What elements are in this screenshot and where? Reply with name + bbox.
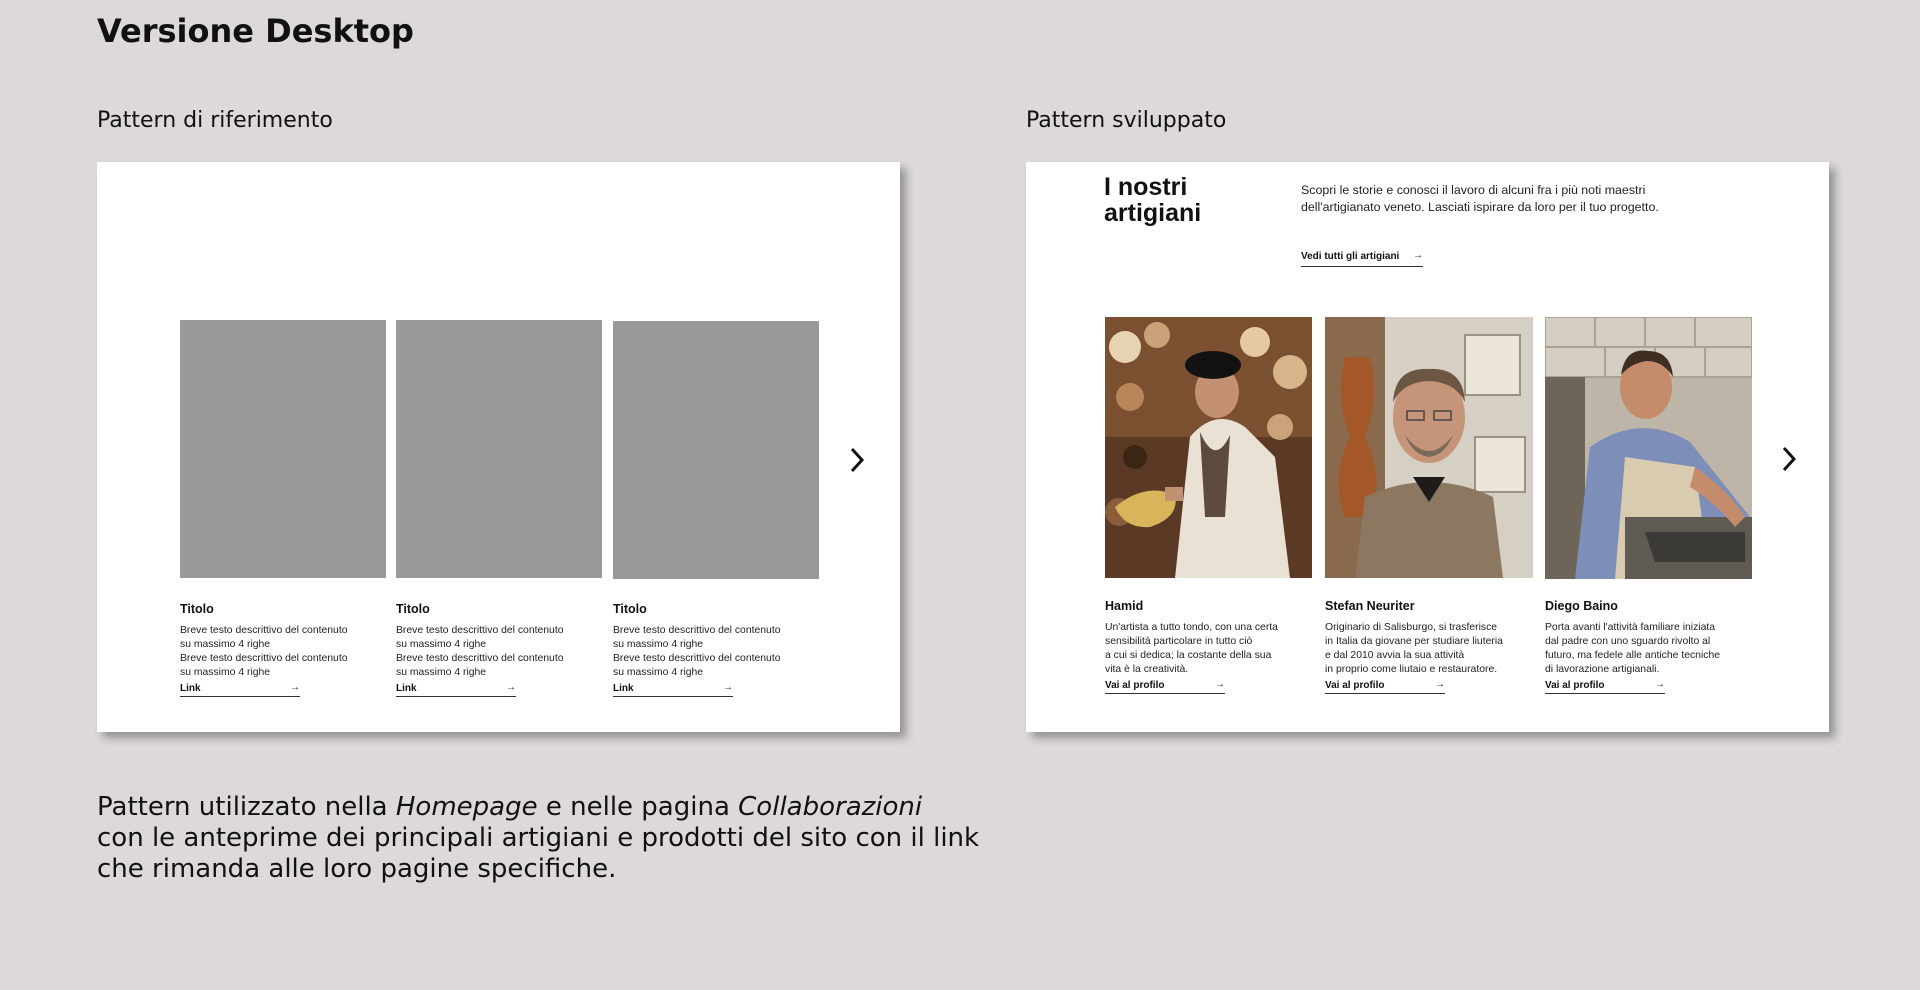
see-all-label: Vedi tutti gli artigiani [1301,251,1400,262]
profile-link-label: Vai al profilo [1105,680,1165,691]
card-text-line: e dal 2010 avvia la sua attività [1325,650,1465,661]
artisan-description [1105,621,1305,677]
caption-line: con le anteprime dei principali artigiani e prodotti del sito con il link [97,823,980,853]
arrow-right-icon: → [1655,679,1665,690]
artisan-description [1325,621,1525,677]
profile-link[interactable] [1325,680,1445,694]
card-text-line: futuro, ma fedele alle antiche tecniche [1545,650,1721,661]
artisan-card [1105,317,1312,691]
caption-text: e nelle pagina [537,792,739,822]
caption-line [97,792,979,823]
card-text-line: a cui si dedica; la costante della sua [1105,650,1272,661]
card-link-label: Link [180,683,201,694]
card-link[interactable] [396,683,516,697]
artisan-name: Diego Baino [1545,599,1618,613]
arrow-right-icon: → [290,682,300,693]
card-text-line: Breve testo descrittivo del contenuto [613,625,781,636]
card-text-line: su massimo 4 righe [396,639,487,650]
card-text-line: Breve testo descrittivo del contenuto [396,653,564,664]
chevron-right-icon[interactable] [844,445,870,475]
card-title: Titolo [180,602,214,616]
arrow-right-icon: → [1215,679,1225,690]
profile-link[interactable] [1545,680,1665,694]
pattern-caption [97,792,979,885]
section-intro [1301,182,1741,216]
developed-pattern-panel [1026,162,1829,732]
image-placeholder [180,320,386,578]
card-text-line: su massimo 4 righe [396,667,487,678]
card-text-line: in proprio come liutaio e restauratore. [1325,664,1498,675]
artisan-photo-icon[interactable] [1105,317,1312,578]
card-description [396,624,596,680]
reference-pattern-label: Pattern di riferimento [97,108,333,133]
profile-link[interactable] [1105,680,1225,694]
arrow-right-icon: → [723,682,733,693]
heading-line: artigiani [1104,199,1202,227]
heading-line: I nostri [1104,173,1188,201]
card-link-label: Link [613,683,634,694]
reference-card [613,320,819,694]
card-text-line: di lavorazione artigianali. [1545,664,1660,675]
card-text-line: su massimo 4 righe [180,639,271,650]
caption-emphasis: Homepage [395,792,538,822]
card-text-line: Breve testo descrittivo del contenuto [396,625,564,636]
intro-line: Scopri le storie e conosci il lavoro di alcuni fra i più noti maestri [1301,183,1646,197]
section-heading [1104,174,1201,226]
developed-pattern-label: Pattern sviluppato [1026,108,1227,133]
artisan-photo-icon[interactable] [1325,317,1533,578]
arrow-right-icon: → [1435,679,1445,690]
card-description [613,624,813,680]
image-placeholder [396,320,602,578]
artisan-name: Stefan Neuriter [1325,599,1415,613]
card-text-line: Originario di Salisburgo, si trasferisce [1325,622,1498,633]
image-placeholder [613,321,819,579]
card-title: Titolo [396,602,430,616]
card-title: Titolo [613,602,647,616]
artisan-photo-icon[interactable] [1545,317,1752,579]
artisan-card-row [1105,317,1755,717]
card-description [180,624,380,680]
card-text-line: vita è la creatività. [1105,664,1189,675]
card-text-line: Un'artista a tutto tondo, con una certa [1105,622,1278,633]
profile-link-label: Vai al profilo [1325,680,1385,691]
card-text-line: su massimo 4 righe [613,667,704,678]
card-text-line: Breve testo descrittivo del contenuto [180,625,348,636]
profile-link-label: Vai al profilo [1545,680,1605,691]
chevron-right-icon[interactable] [1776,444,1802,474]
reference-pattern-panel [97,162,900,732]
page-title: Versione Desktop [97,12,414,50]
card-text-line: su massimo 4 righe [613,639,704,650]
card-link-label: Link [396,683,417,694]
card-text-line: Breve testo descrittivo del contenuto [180,653,348,664]
card-text-line: su massimo 4 righe [180,667,271,678]
reference-card [180,320,386,694]
caption-emphasis: Collaborazioni [738,792,923,822]
caption-text: Pattern utilizzato nella [97,792,396,822]
card-text-line: Breve testo descrittivo del contenuto [613,653,781,664]
reference-card-row [180,320,820,720]
intro-line: dell'artigianato veneto. Lasciati ispirare da loro per il tuo progetto. [1301,200,1659,214]
caption-line: che rimanda alle loro pagine specifiche. [97,854,617,884]
card-text-line: sensibilità particolare in tutto ciò [1105,636,1253,647]
see-all-artisans-link[interactable] [1301,251,1423,267]
card-link[interactable] [180,683,300,697]
artisan-card [1545,317,1752,691]
artisan-description [1545,621,1745,677]
arrow-right-icon: → [506,682,516,693]
card-text-line: in Italia da giovane per studiare liuteria [1325,636,1503,647]
card-link[interactable] [613,683,733,697]
card-text-line: Porta avanti l'attività familiare iniziata [1545,622,1716,633]
arrow-right-icon: → [1413,250,1423,261]
artisan-name: Hamid [1105,599,1144,613]
artisan-card [1325,317,1533,691]
reference-card [396,320,602,694]
card-text-line: dal padre con uno sguardo rivolto al [1545,636,1711,647]
